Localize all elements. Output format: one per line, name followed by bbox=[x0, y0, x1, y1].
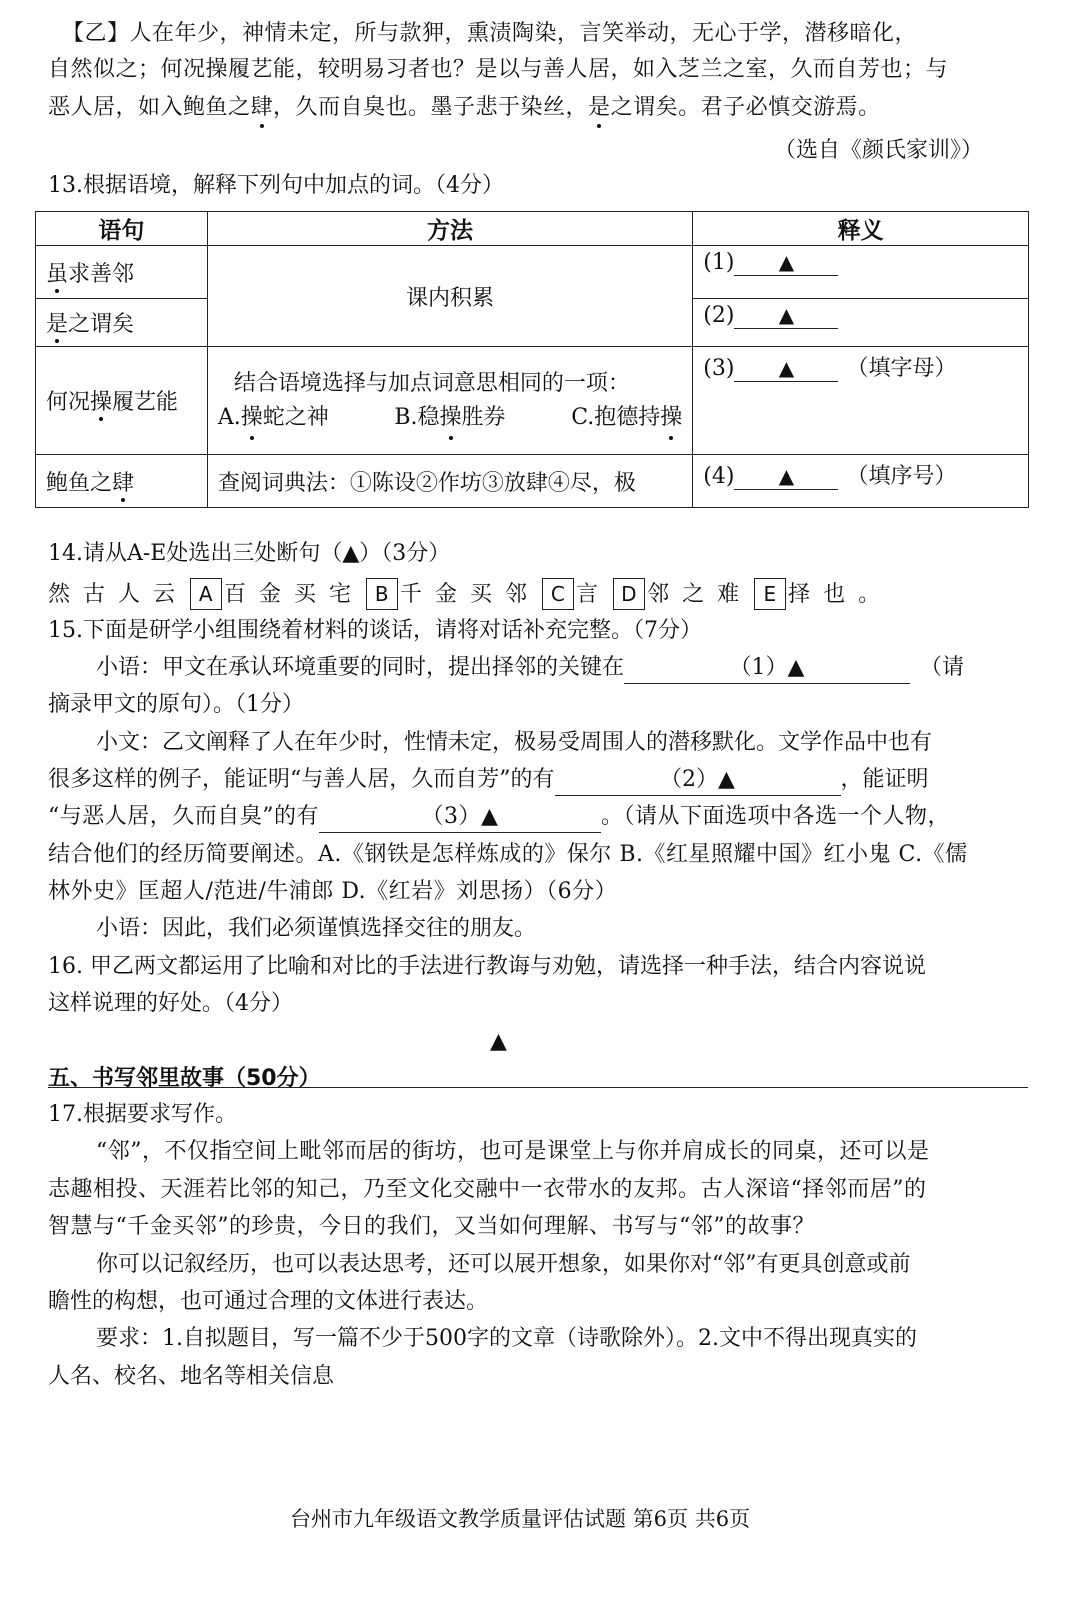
passage-b-line-1: 【乙】人在年少，神情未定，所与款狎，熏渍陶染，言笑举动，无心于学，潜移暗化， bbox=[62, 21, 918, 46]
blank-label: (1) bbox=[703, 250, 735, 275]
break-box-c[interactable]: C bbox=[542, 578, 574, 610]
answer-blank[interactable] bbox=[734, 464, 838, 490]
text-segment: ，能证明 bbox=[840, 767, 929, 792]
header-method: 方法 bbox=[207, 212, 692, 246]
question-14-sentence bbox=[48, 578, 893, 611]
text-segment: 千金买邻 bbox=[400, 582, 541, 607]
answer-4[interactable] bbox=[693, 455, 1029, 508]
option-a bbox=[218, 401, 329, 435]
question-15-prompt: 15.下面是研学小组围绕着材料的谈话，请将对话补充完整。（7分） bbox=[48, 618, 702, 643]
page-footer: 台州市九年级语文教学质量评估试题 第6页 共6页 bbox=[290, 1507, 751, 1531]
q17-paragraph-3: 智慧与“千金买邻”的珍贵，今日的我们，又当如何理解、书写与“邻”的故事？ bbox=[48, 1214, 815, 1239]
dotted-character: 是 bbox=[588, 93, 611, 123]
q16-line-2: 这样说理的好处。（4分） bbox=[48, 991, 293, 1016]
row4-sentence bbox=[36, 455, 208, 508]
method-options bbox=[218, 401, 682, 435]
row2-sentence bbox=[36, 299, 208, 347]
section-5-title: 五、书写邻里故事（50分） bbox=[48, 1066, 321, 1091]
q15-line-5 bbox=[48, 802, 950, 833]
answer-note: （填序号） bbox=[846, 464, 957, 489]
q15-line-8: 小语：因此，我们必须谨慎选择交往的朋友。 bbox=[96, 916, 537, 941]
q17-paragraph-2: 志趣相投、天涯若比邻的知己，乃至文化交融中一衣带水的友邦。古人深谙“择邻而居”的 bbox=[48, 1177, 927, 1202]
text-segment: 言 bbox=[576, 582, 612, 607]
q15-line-1 bbox=[96, 653, 964, 684]
dotted-character: 操 bbox=[440, 401, 462, 435]
q17-requirement-1: 要求：1.自拟题目，写一篇不少于500字的文章（诗歌除外）。2.文中不得出现真实的 bbox=[96, 1326, 917, 1351]
q17-paragraph-5: 瞻性的构想，也可通过合理的文体进行表达。 bbox=[48, 1289, 489, 1314]
option-b bbox=[394, 401, 505, 435]
q15-line-7: 林外史》匡超人/范进/牛浦郎 D.《红岩》刘思扬）（6分） bbox=[48, 879, 618, 904]
text-segment: 求善邻 bbox=[68, 261, 135, 287]
text-segment: 然古人云 bbox=[48, 582, 189, 607]
triangle-icon: ▲ bbox=[490, 1029, 507, 1054]
q17-paragraph-4: 你可以记叙经历，也可以表达思考，还可以展开想象，如果你对“邻”有更具创意或前 bbox=[96, 1252, 911, 1277]
answer-blank[interactable] bbox=[734, 356, 838, 382]
text-segment: 百金买宅 bbox=[224, 582, 365, 607]
text-segment: 之谓矣 bbox=[68, 312, 135, 337]
answer-blank-1[interactable]: （1）▲ bbox=[624, 653, 910, 684]
triangle-icon: ▲ bbox=[778, 356, 795, 380]
passage-source: （选自《颜氏家训》） bbox=[774, 138, 984, 163]
triangle-icon: ▲ bbox=[778, 303, 795, 327]
break-box-e[interactable]: E bbox=[754, 578, 786, 610]
text-segment: 鲍鱼之 bbox=[46, 470, 113, 496]
text-segment: 履艺能 bbox=[112, 390, 179, 415]
question-13-table bbox=[35, 211, 1029, 508]
text-segment: （请 bbox=[920, 655, 965, 680]
method-in-class: 课内积累 bbox=[207, 246, 692, 347]
text-segment: 很多这样的例子，能证明“与善人居，久而自芳”的有 bbox=[48, 767, 555, 792]
passage-b-line-3 bbox=[48, 93, 881, 123]
answer-blank[interactable] bbox=[734, 250, 838, 276]
blank-label: (4) bbox=[703, 464, 735, 489]
text-segment: C.抱德持 bbox=[571, 404, 661, 430]
q15-line-4 bbox=[48, 765, 929, 796]
text-segment: 蛇之神 bbox=[262, 404, 329, 430]
dotted-character: 是 bbox=[46, 307, 68, 338]
text-segment: “与恶人居，久而自臭”的有 bbox=[48, 804, 319, 829]
dotted-character: 虽 bbox=[46, 257, 68, 288]
q15-line-2: 摘录甲文的原句）。（1分） bbox=[48, 692, 304, 717]
break-box-d[interactable]: D bbox=[613, 578, 645, 610]
triangle-icon: ▲ bbox=[778, 464, 795, 488]
q16-line-1: 16. 甲乙两文都运用了比喻和对比的手法进行教诲与劝勉，请选择一种手法，结合内容说说 bbox=[48, 954, 926, 979]
dotted-character: 操 bbox=[660, 401, 682, 435]
text-segment: 。（请从下面选项中各选一个人物， bbox=[601, 804, 951, 829]
answer-3[interactable] bbox=[693, 347, 1029, 455]
answer-1[interactable] bbox=[693, 246, 1029, 299]
q15-line-6: 结合他们的经历简要阐述。A.《钢铁是怎样炼成的》保尔 B.《红星照耀中国》红小鬼 C.《儒 bbox=[48, 842, 968, 867]
break-box-a[interactable]: A bbox=[190, 578, 222, 610]
q15-line-3: 小文：乙文阐释了人在年少时，性情未定，极易受周围人的潜移默化。文学作品中也有 bbox=[96, 730, 933, 755]
header-meaning: 释义 bbox=[693, 212, 1029, 246]
header-sentence: 语句 bbox=[36, 212, 208, 246]
dotted-character: 肆 bbox=[251, 93, 274, 123]
dotted-character: 操 bbox=[90, 385, 112, 416]
dotted-character: 操 bbox=[241, 401, 263, 435]
text-segment: ，久而自臭也。墨子悲于染丝， bbox=[273, 95, 589, 120]
blank-label: (2) bbox=[703, 303, 735, 328]
method-instruction: 结合语境选择与加点词意思相同的一项： bbox=[233, 370, 630, 396]
text-segment: 择也。 bbox=[788, 582, 894, 607]
triangle-icon: ▲ bbox=[778, 250, 795, 274]
answer-blank-2[interactable]: （2）▲ bbox=[555, 765, 841, 796]
question-17-prompt: 17.根据要求写作。 bbox=[48, 1102, 237, 1127]
answer-blank-3[interactable]: （3）▲ bbox=[319, 802, 601, 833]
text-segment: A. bbox=[217, 404, 241, 430]
q17-paragraph-1: “邻”，不仅指空间上毗邻而居的街坊，也可是课堂上与你并肩成长的同桌，还可以是 bbox=[96, 1139, 930, 1164]
text-segment: 恶人居，如入鲍鱼之 bbox=[48, 95, 251, 120]
row3-method bbox=[207, 347, 692, 455]
text-segment: 何况 bbox=[46, 390, 91, 415]
answer-2[interactable] bbox=[693, 299, 1029, 347]
blank-label: (3) bbox=[703, 356, 735, 381]
text-segment: 之谓矣。君子必慎交游焉。 bbox=[610, 95, 881, 120]
passage-b-line-2: 自然似之；何况操履艺能，较明易习者也？是以与善人居，如入芝兰之室，久而自芳也；与 bbox=[48, 57, 949, 82]
answer-blank[interactable] bbox=[734, 303, 838, 329]
text-segment: B.稳 bbox=[394, 404, 440, 430]
answer-note: （填字母） bbox=[846, 356, 957, 381]
text-segment: 邻之难 bbox=[647, 582, 753, 607]
row3-sentence bbox=[36, 347, 208, 455]
row1-sentence bbox=[36, 246, 208, 299]
break-box-b[interactable]: B bbox=[366, 578, 398, 610]
text-segment: 小语：甲文在承认环境重要的同时，提出择邻的关键在 bbox=[96, 655, 625, 680]
row4-method: 查阅词典法：①陈设②作坊③放肆④尽，极 bbox=[207, 455, 692, 508]
question-13-prompt: 13.根据语境，解释下列句中加点的词。（4分） bbox=[48, 173, 504, 198]
q17-requirement-2: 人名、校名、地名等相关信息 bbox=[48, 1364, 335, 1389]
text-segment: 胜券 bbox=[461, 404, 506, 430]
question-14-prompt: 14.请从A-E处选出三处断句（▲）（3分） bbox=[48, 541, 451, 566]
option-c bbox=[571, 401, 682, 435]
dotted-character: 肆 bbox=[112, 466, 134, 497]
